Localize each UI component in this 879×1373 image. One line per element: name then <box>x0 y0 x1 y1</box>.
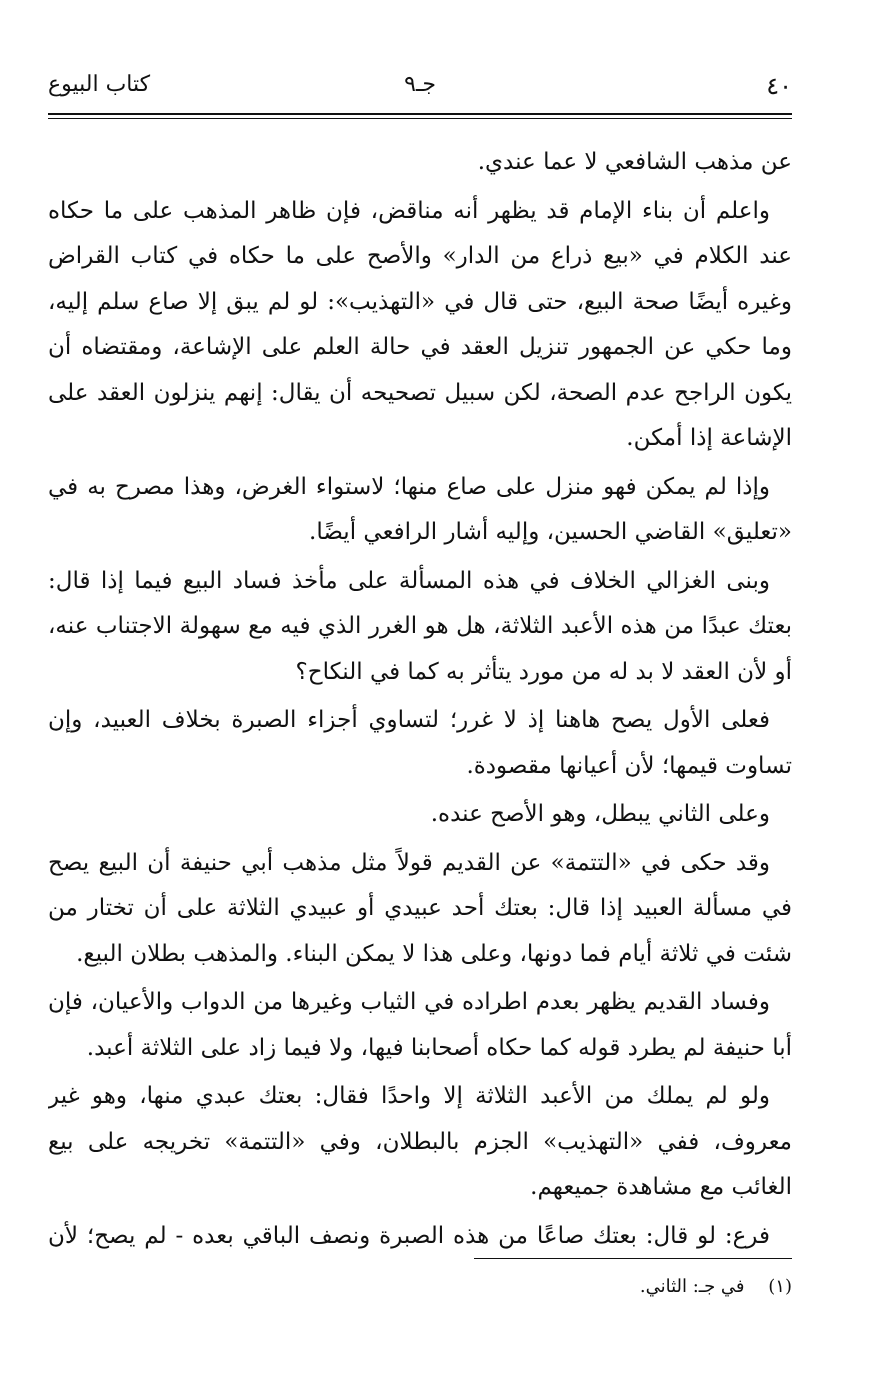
paragraph: عن مذهب الشافعي لا عما عندي. <box>477 149 792 175</box>
footnote-mark: (١) <box>768 1276 792 1297</box>
page-header <box>48 72 792 112</box>
page-number: ٤٠ <box>766 72 792 100</box>
footnote-rule <box>474 1258 792 1259</box>
paragraph: وقد حكى في «التتمة» عن القديم قولاً مثل مذهب أبي حنيفة أن البيع يصح في مسألة العبيد إذا قال: بعتك أحد عبيدي أو عبيدي الثلاثة على أن تختار من شئت في ثلاثة أيام فما دونها، وعلى هذا لا يمكن البناء. والمذهب بطلان البيع. <box>48 849 792 967</box>
book-title: كتاب البيوع <box>48 72 151 97</box>
footnote-text: في جـ: الثاني. <box>639 1276 745 1297</box>
main-text <box>48 140 792 1250</box>
far-paragraph <box>48 1214 792 1251</box>
paragraph: وعلى الثاني يبطل، وهو الأصح عنده. <box>430 801 770 827</box>
header-rule-thick <box>48 113 792 115</box>
far-text-start: فرع: لو قال: بعتك صاعًا من هذه الصبرة ونصف الباقي بعده - لم يصح؛ لأن <box>48 1222 770 1249</box>
paragraph: وبنى الغزالي الخلاف في هذه المسألة على مأخذ فساد البيع فيما إذا قال: بعتك عبدًا من هذه الأعبد الثلاثة، هل هو الغرر الذي فيه مع سهولة الاجتناب عنه، أو لأن العقد لا بد له من مورد يتأثر به كما في النكاح؟ <box>48 567 792 685</box>
paragraph: واعلم أن بناء الإمام قد يظهر أنه مناقض، فإن ظاهر المذهب على ما حكاه عند الكلام في «بيع ذراع من الدار» والأصح على ما حكاه في كتاب القراض وغيره أيضًا صحة البيع، حتى قال في «التهذيب»: لو لم يبق إلا صاع سلم إليه، وما حكي عن الجمهور تنزيل العقد في حالة العلم على الإشاعة، ومقتضاه أن يكون الراجح عدم الصحة، لكن سبيل تصحيحه أن يقال: إنهم ينزلون العقد على الإشاعة إذا أمكن. <box>48 197 792 451</box>
footnote <box>48 1272 792 1302</box>
paragraph: وفساد القديم يظهر بعدم اطراده في الثياب وغيرها من الدواب والأعيان، فإن أبا حنيفة لم يطرد قوله كما حكاه أصحابنا فيها، ولا فيما زاد على الثلاثة أعبد. <box>48 989 792 1061</box>
paragraph: فعلى الأول يصح هاهنا إذ لا غرر؛ لتساوي أجزاء الصبرة بخلاف العبيد، وإن تساوت قيمها؛ لأن أعيانها مقصودة. <box>48 707 792 779</box>
paragraph: وإذا لم يمكن فهو منزل على صاع منها؛ لاستواء الغرض، وهذا مصرح به في «تعليق» القاضي الحسين، وإليه أشار الرافعي أيضًا. <box>48 473 792 545</box>
header-rule-thin <box>48 118 792 119</box>
volume-label: جـ٩ <box>404 72 436 97</box>
paragraph: ولو لم يملك من الأعبد الثلاثة إلا واحدًا فقال: بعتك عبدي منها، وهو غير معروف، ففي «التهذيب» الجزم بالبطلان، وفي «التتمة» تخريجه على بيع الغائب مع مشاهدة جميعهم. <box>48 1083 792 1200</box>
